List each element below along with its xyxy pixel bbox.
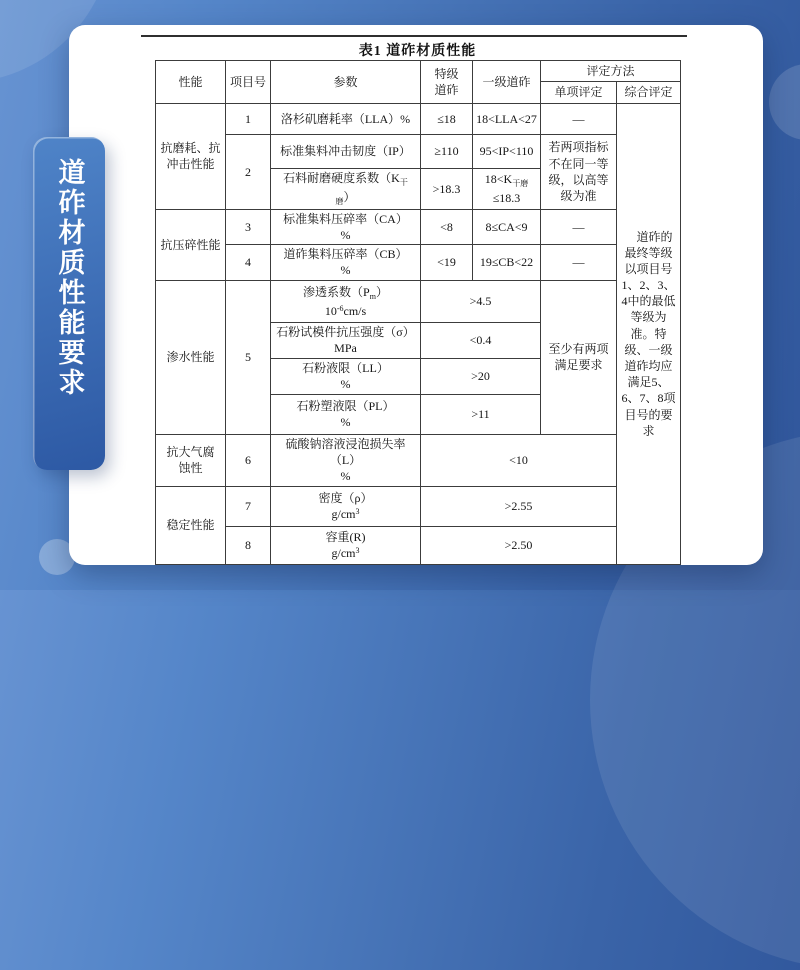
param-pm-subscript: m [369, 291, 376, 301]
param-pm-unit-suffix: cm/s [343, 303, 367, 318]
param-k [271, 169, 421, 210]
param-ll-line1: 石粉液限（LL） [302, 361, 389, 376]
param-density-line1: 密度（ρ） [318, 490, 373, 505]
param-ll-line2: % [340, 377, 351, 392]
row-ca [156, 209, 681, 244]
param-bulk-weight-unit-base: g/cm [331, 546, 356, 561]
item-no-5: 5 [226, 280, 271, 434]
value-density: >2.55 [421, 486, 617, 526]
param-bulk-weight [271, 526, 421, 564]
param-cb [271, 244, 421, 280]
value-sigma: <0.4 [421, 322, 541, 358]
header-evaluation-method: 评定方法 [541, 61, 681, 82]
header-parameter: 参数 [271, 61, 421, 104]
group-permeability: 渗水性能 [156, 280, 226, 434]
param-sigma-line1: 石粉试模件抗压强度（σ） [276, 325, 415, 340]
group-stability: 稳定性能 [156, 486, 226, 564]
param-ca-line1: 标准集料压碎率（CA） [283, 211, 408, 226]
param-cb-line1: 道砟集料压碎率（CB） [283, 247, 408, 262]
first-ca: 8≤CA<9 [473, 209, 541, 244]
param-k-close: ） [343, 189, 356, 204]
param-sigma-line2: MPa [334, 341, 357, 356]
header-special-grade [421, 61, 473, 104]
group-wear-impact-line2: 冲击性能 [166, 157, 215, 172]
param-pm-line2 [274, 303, 417, 319]
divider-line [141, 35, 687, 37]
param-l [271, 434, 421, 486]
header-performance: 性能 [156, 61, 226, 104]
content-card [69, 25, 763, 565]
header-item-no: 项目号 [226, 61, 271, 104]
param-sigma [271, 322, 421, 358]
header-first-grade: 一级道砟 [473, 61, 541, 104]
side-banner-title: 道砟材质性能要求 [54, 158, 85, 398]
side-banner [33, 137, 105, 470]
param-l-line2: % [340, 469, 351, 484]
param-pm-line1 [274, 284, 417, 303]
param-ca [271, 209, 421, 244]
item-no-2: 2 [226, 135, 271, 210]
param-ca-line2: % [340, 227, 351, 242]
param-k-subscript: 干磨 [335, 178, 408, 206]
group-crush: 抗压碎性能 [156, 209, 226, 280]
header-comprehensive-eval: 综合评定 [617, 82, 681, 104]
value-ll: >20 [421, 358, 541, 394]
row-pm [156, 280, 681, 322]
header-special-grade-line1: 特级 [434, 66, 459, 81]
row-ip [156, 135, 681, 169]
param-pl-line1: 石粉塑液限（PL） [296, 399, 395, 414]
param-l-line1: 硫酸钠溶液浸泡损失率（L） [285, 436, 406, 468]
decorative-circle-right [769, 64, 800, 140]
param-bulk-weight-line1: 容重(R) [325, 529, 366, 544]
param-pm-unit-exponent: -6 [336, 303, 344, 313]
individual-ip-k: 若两项指标不在同一等级，以高等级为准 [541, 135, 617, 210]
first-k-text: 18<K [484, 172, 513, 187]
param-density [271, 486, 421, 526]
special-ca: <8 [421, 209, 473, 244]
first-k-subscript: 干磨 [512, 179, 529, 189]
param-lla: 洛杉矶磨耗率（LLA）% [271, 104, 421, 135]
param-ll [271, 358, 421, 394]
value-pm: >4.5 [421, 280, 541, 322]
value-l: <10 [421, 434, 617, 486]
special-ip: ≥110 [421, 135, 473, 169]
row-cb [156, 244, 681, 280]
row-density [156, 486, 681, 526]
table-title: 表1 道砟材质性能 [358, 44, 477, 59]
param-density-unit-base: g/cm [331, 507, 356, 522]
individual-permeability: 至少有两项满足要求 [541, 280, 617, 434]
first-ip: 95<IP<110 [473, 135, 541, 169]
param-bulk-weight-unit-exponent: 3 [355, 546, 360, 556]
item-no-3: 3 [226, 209, 271, 244]
param-pm-unit-base: 10 [324, 303, 337, 318]
row-bulk-weight [156, 526, 681, 564]
item-no-4: 4 [226, 244, 271, 280]
comprehensive-note: 道砟的最终等级以项目号1、2、3、4中的最低等级为准。特级、一级道砟均应满足5、6、7、8项目号的要求 [617, 104, 681, 565]
individual-cb: — [541, 244, 617, 280]
param-k-text: 石料耐磨硬度系数（K [283, 171, 400, 185]
param-bulk-weight-line2 [274, 545, 417, 561]
header-special-grade-line2: 道砟 [434, 83, 459, 97]
special-k: >18.3 [421, 169, 473, 210]
special-cb: <19 [421, 244, 473, 280]
param-density-unit-exponent: 3 [355, 507, 360, 517]
param-pl-line2: % [340, 415, 351, 430]
param-pm [271, 280, 421, 322]
item-no-7: 7 [226, 486, 271, 526]
first-k-close: ≤18.3 [492, 191, 521, 206]
special-lla: ≤18 [421, 104, 473, 135]
param-ip: 标准集料冲击韧度（IP） [271, 135, 421, 169]
param-pm-close: ） [375, 284, 388, 299]
value-pl: >11 [421, 394, 541, 434]
first-lla: 18<LLA<27 [473, 104, 541, 135]
param-cb-line2: % [340, 263, 351, 278]
item-no-8: 8 [226, 526, 271, 564]
header-individual-eval: 单项评定 [541, 82, 617, 104]
value-bulk-weight: >2.50 [421, 526, 617, 564]
group-wear-impact [156, 104, 226, 210]
item-no-6: 6 [226, 434, 271, 486]
individual-ca: — [541, 209, 617, 244]
ballast-spec-table [155, 60, 681, 565]
item-no-1: 1 [226, 104, 271, 135]
param-density-line2 [274, 506, 417, 522]
individual-lla: — [541, 104, 617, 135]
group-wear-impact-line1: 抗磨耗、抗 [160, 141, 221, 156]
group-atmos-line2: 蚀性 [178, 461, 203, 476]
first-k [473, 169, 541, 210]
row-l [156, 434, 681, 486]
param-pm-text: 渗透系数（P [303, 284, 370, 299]
group-atmos-line1: 抗大气腐 [166, 445, 215, 460]
param-pl [271, 394, 421, 434]
first-cb: 19≤CB<22 [473, 244, 541, 280]
group-atmos [156, 434, 226, 486]
row-lla [156, 104, 681, 135]
header-row-1 [156, 61, 681, 82]
